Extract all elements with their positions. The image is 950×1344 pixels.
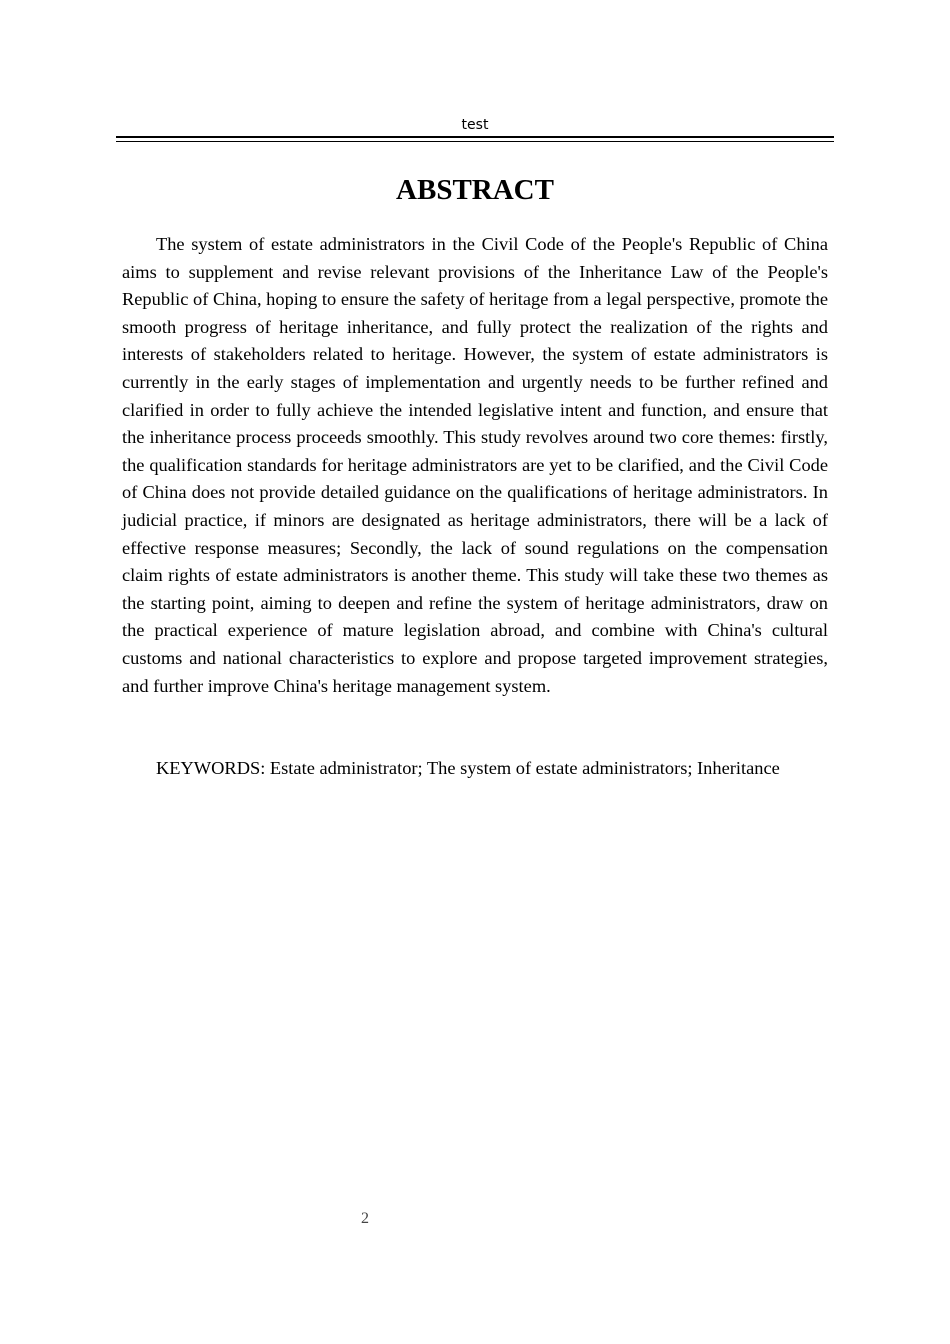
header-divider [116, 136, 834, 142]
page-header: test [461, 117, 489, 133]
abstract-body: The system of estate administrators in the Civil Code of the People's Republic of China aims to supplement and revise relevant provisions of the Inheritance Law of the People's Republic of China, hoping to ensure the safety of heritage from a legal perspective, promote the smooth progress of heritage inheritance, and fully protect the realization of the rights and interests of stakeholders related to heritage. However, the system of estate administrators is currently in the early stages of implementation and urgently needs to be further refined and clarified in order to fully achieve the intended legislative intent and function, and ensure that the inheritance process proceeds smoothly. This study revolves around two core themes: firstly, the qualification standards for heritage administrators are yet to be clarified, and the Civil Code of China does not provide detailed guidance on the qualifications of heritage administrators. In judicial practice, if minors are designated as heritage administrators, there will be a lack of effective response measures; Secondly, the lack of sound regulations on the compensation claim rights of estate administrators is another theme. This study will take these two themes as the starting point, aiming to deepen and refine the system of heritage administrators, draw on the practical experience of mature legislation abroad, and combine with China's cultural customs and national characteristics to explore and propose targeted improvement strategies, and further improve China's heritage management system. [122, 234, 828, 696]
abstract-title: ABSTRACT [396, 174, 554, 206]
page-number: 2 [361, 1210, 369, 1227]
keywords-line: KEYWORDS: Estate administrator; The system of estate administrators; Inheritance [156, 758, 780, 778]
